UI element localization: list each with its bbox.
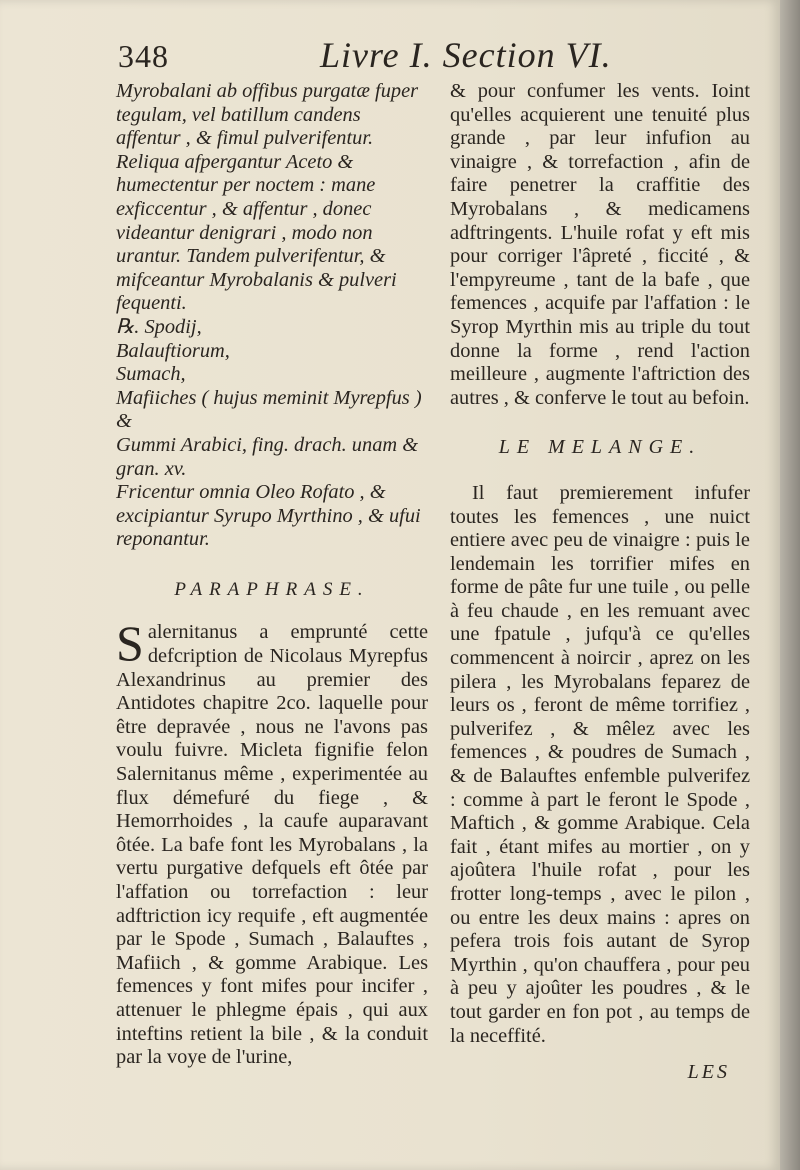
closing-latin: Fricentur omnia Oleo Rofato , & excipiantur Syrupo Myrthino , & ufui reponantur.: [116, 481, 421, 551]
recipe-item: Mafiiches ( hujus meminit Myrepfus ) &: [116, 386, 422, 433]
left-column: [116, 80, 428, 1070]
page-edge: [780, 0, 800, 1170]
catchword: LES: [687, 1061, 730, 1083]
right-column: [450, 80, 750, 1048]
page-number: 348: [118, 38, 169, 74]
recipe-item: Gummi Arabici, fing. drach. unam & gran. xv.: [116, 433, 419, 480]
paraphrase-text: Salernitanus a emprunté cette defcription de Nicolaus Myrepfus Alexandrinus au premier des Antidotes chapitre 2co. laquelle pour être depravée , nous ne l'avons pas voulu fuivre. Micleta fignifie felon Salernitanus même , experimentée au flux démefuré du fiege , & Hemorrhoides , la caufe auparavant ôtée. La bafe font les Myrobalans , la vertu purgative defquels eft ôtée par l'affation ou torrefaction : leur adftriction icy requife , eft augmentée par le Spode , Sumach , Balauftes , Mafiich , & gomme Arabique. Les femences y font mifes pour incifer , attenuer le phlegme épais , qui aux inteftins retient la bile , & la conduit par la voye de l'urine,: [116, 615, 428, 1069]
recipe-list: [116, 316, 428, 481]
melange-text: Il faut premierement infufer toutes les femences , une nuict entiere avec peu de vinaigre : puis le lendemain les torrifier mifes en forme de pâte fur une tuile , ou pelle à feu chaude , en les remuant avec une fpatule , jufqu'à ce qu'elles commencent à noircir , aprez on les pilera , les Myrobalans feparez de leurs os , feront de même torrifiez , pulverifez , & mêlez avec les femences , & poudres de Sumach , & de Balauftes enfemble pulverifez : comme à part le feront le Spode , Maftich , & gomme Arabique. Cela fait , étant mifes au mortier , on y ajoûtera l'huile rofat , pour les frotter long-temps , avec le pilon , ou entre les deux mains : apres on pefera trois fois autant de Syrop Myrthin , qu'on chauffera , pour peu à peu y ajoûter les poudres , & le tout garder en fon pot , au temps de la neceffité.: [450, 481, 750, 1047]
section-heading-melange: LE MELANGE.: [498, 436, 702, 459]
recipe-item: ℞. Spodij,: [116, 315, 202, 338]
page-header: [118, 34, 718, 84]
running-title: Livre I. Section VI.: [320, 35, 612, 75]
continuation-text: & pour confumer les vents. Ioint qu'elles acquierent une tenuité plus grande , par leur infufion au vinaigre , & torrefaction , afin de faire penetrer la craffitie des Myrobalans , & medicamens adftringents. L'huile rofat y eft mis pour corriger l'âpreté , ficcité , & l'empyreume , tant de la bafe , que femences , acquife par l'affation : le Syrop Myrthin mis au triple du tout donne la forme , rend l'action meilleure , augmente l'aftriction des autres , & conferve le tout au befoin.: [450, 80, 750, 409]
recipe-item: Sumach,: [116, 363, 186, 386]
section-heading-paraphrase: PARAPHRASE.: [174, 578, 370, 600]
latin-instructions: Myrobalani ab offibus purgatæ fuper tegulam, vel batillum candens affentur , & fimul pulverifentur. Reliqua afpergantur Aceto & humectentur per noctem : mane exficcentur , & affentur , donec videantur denigrari , modo non urantur. Tandem pulverifentur, & mifceantur Myrobalanis & pulveri fequenti.: [116, 80, 419, 315]
recipe-item: Balauftiorum,: [116, 339, 230, 362]
